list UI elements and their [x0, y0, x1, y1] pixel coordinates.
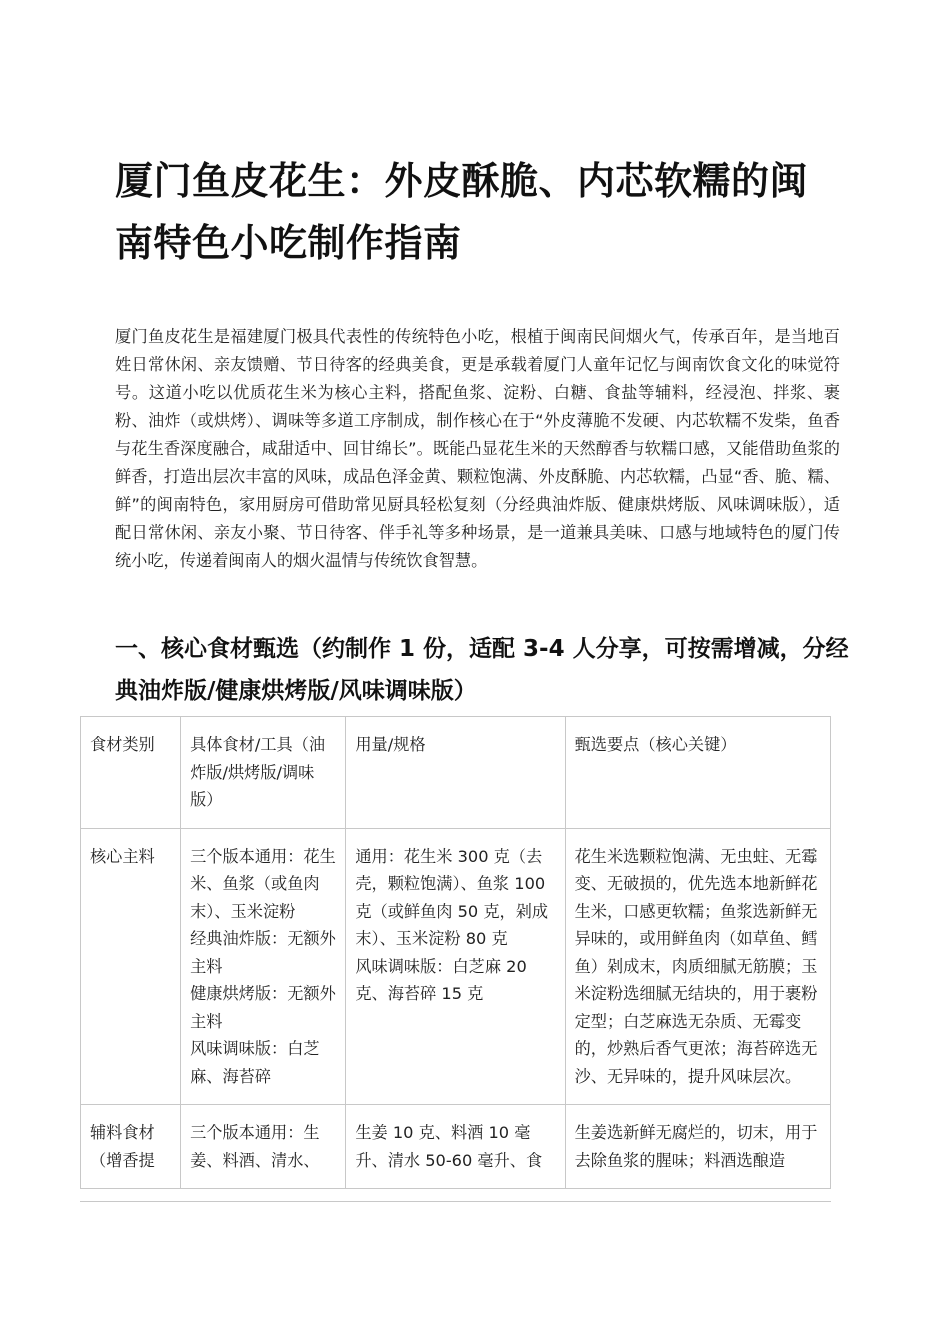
document-title: 厦门鱼皮花生：外皮酥脆、内芯软糯的闽南特色小吃制作指南 — [115, 159, 809, 265]
intro-paragraph: 厦门鱼皮花生是福建厦门极具代表性的传统特色小吃，根植于闽南民间烟火气，传承百年，是当地百姓日常休闲、亲友馈赠、节日待客的经典美食，更是承载着厦门人童年记忆与闽南饮食文化的味觉符号。这道小吃以优质花生米为核心主料，搭配鱼浆、淀粉、白糖、食盐等辅料，经浸泡、拌浆、裹粉、油炸（或烘烤）、调味等多道工序制成，制作核心在于“外皮薄脆不发硬、内芯软糯不发柴，鱼香与花生香深度融合，咸甜适中、回甘绵长”。既能凸显花生米的天然醇香与软糯口感，又能借助鱼浆的鲜香，打造出层次丰富的风味，成品色泽金黄、颗粒饱满、外皮酥脆、内芯软糯，凸显“香、脆、糯、鲜”的闽南特色，家用厨房可借助常见厨具轻松复刻（分经典油炸版、健康烘烤版、风味调味版），适配日常休闲、亲友小聚、节日待客、伴手礼等多种场景，是一道兼具美味、口感与地域特色的厦门传统小吃，传递着闽南人的烟火温情与传统饮食智慧。 — [115, 327, 840, 570]
category-cell: 辅料食材（增香提 — [81, 1105, 181, 1189]
table-row — [81, 1105, 831, 1189]
amount-cell — [346, 828, 565, 1105]
amount-line: 通用：花生米 300 克（去壳，颗粒饱满）、鱼浆 100 克（或鲜鱼肉 50 克，剁成末）、玉米淀粉 80 克 — [355, 846, 549, 948]
item-line: 健康烘烤版：无额外主料 — [190, 984, 336, 1031]
notes-cell: 生姜选新鲜无腐烂的，切末，用于去除鱼浆的腥味；料酒选酿造 — [565, 1105, 830, 1189]
item-line: 风味调味版：白芝麻、海苔碎 — [190, 1039, 320, 1086]
item-line: 经典油炸版：无额外主料 — [190, 929, 336, 976]
items-cell — [181, 828, 346, 1105]
amount-cell — [346, 1105, 565, 1189]
items-cell — [181, 1105, 346, 1189]
notes-cell: 花生米选颗粒饱满、无虫蛀、无霉变、无破损的，优先选本地新鲜花生米，口感更软糯；鱼浆选新鲜无异味的，或用鲜鱼肉（如草鱼、鳕鱼）剁成末，肉质细腻无筋膜；玉米淀粉选细腻无结块的，用于裹粉定型；白芝麻选无杂质、无霉变的，炒熟后香气更浓；海苔碎选无沙、无异味的，提升风味层次。 — [565, 828, 830, 1105]
table-header-cell: 食材类别 — [81, 717, 181, 829]
ingredients-table — [80, 716, 831, 1189]
amount-line: 风味调味版：白芝麻 20 克、海苔碎 15 克 — [355, 956, 527, 1003]
table-header-cell: 甄选要点（核心关键） — [565, 717, 830, 829]
table-header-row — [81, 717, 831, 829]
table-header-cell: 用量/规格 — [346, 717, 565, 829]
ingredients-table-container — [80, 716, 831, 1202]
item-line: 三个版本通用：生姜、料酒、清水、 — [190, 1123, 320, 1170]
item-line: 三个版本通用：花生米、鱼浆（或鱼肉末）、玉米淀粉 — [190, 846, 336, 921]
table-row — [81, 828, 831, 1105]
table-header-cell: 具体食材/工具（油炸版/烘烤版/调味版） — [181, 717, 346, 829]
amount-line: 生姜 10 克、料酒 10 毫升、清水 50-60 毫升、食 — [355, 1123, 543, 1170]
section-heading-ingredients: 一、核心食材甄选（约制作 1 份，适配 3-4 人分享，可按需增减，分经典油炸版/健康烘烤版/风味调味版） — [115, 636, 849, 704]
category-cell: 核心主料 — [81, 828, 181, 1105]
